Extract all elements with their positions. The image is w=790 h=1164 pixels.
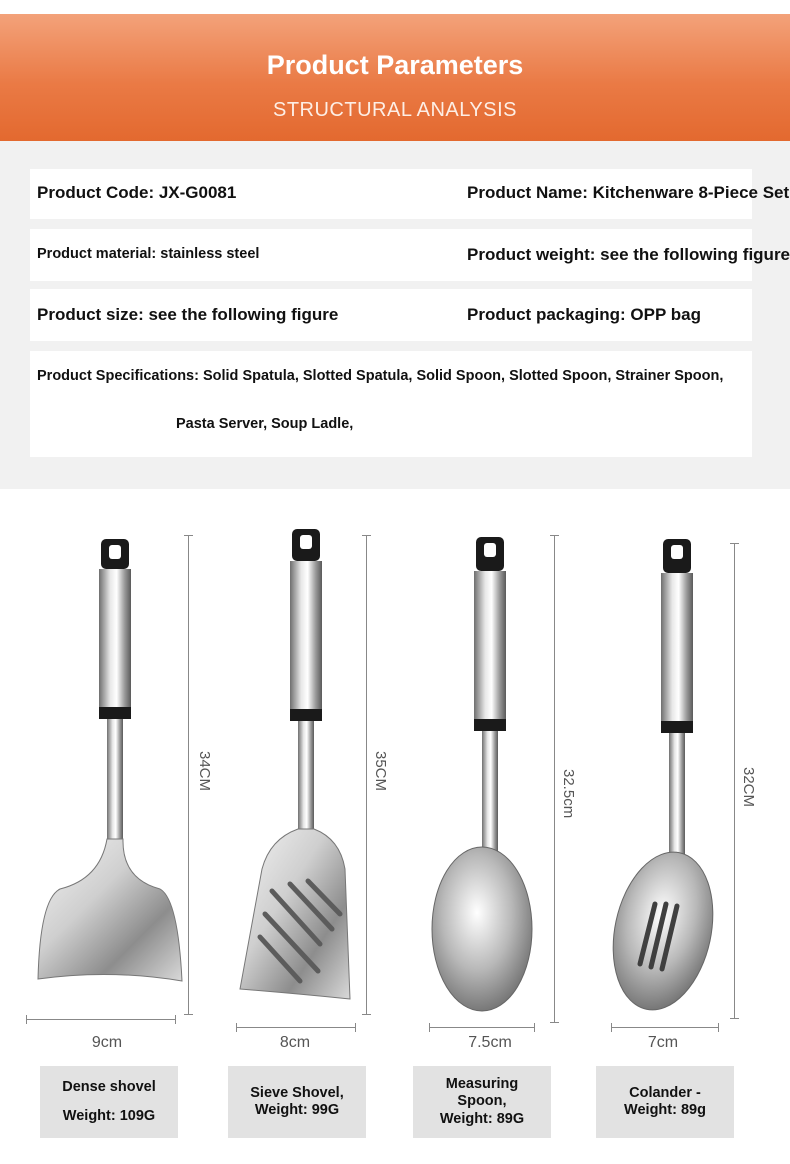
length-dimension-line [554,535,555,1023]
banner-title: Product Parameters [266,50,524,80]
product-card-name: Sieve Shovel, [250,1084,344,1101]
utensils-illustration [0,489,790,1049]
banner-subtitle: STRUCTURAL ANALYSIS [272,99,517,121]
product-card-weight: Weight: 89G [439,1110,525,1127]
product-size: Product size: see the following figure [37,305,339,324]
width-dimension-line [236,1027,356,1028]
product-weight: Product weight: see the following figure [467,245,790,264]
product-width: 8cm [279,1034,311,1051]
product-card-name: Measuring Spoon, [445,1075,519,1110]
param-row [30,169,790,219]
product-card-weight: Weight: 109G [62,1108,156,1124]
product-length: 34CM [196,751,213,792]
param-row [30,229,790,281]
param-row-specs [30,351,752,457]
header-banner [0,14,790,141]
product-card [596,1066,734,1138]
product-packaging: Product packaging: OPP bag [467,305,701,324]
product-card [228,1066,366,1138]
product-card-name: Colander - [629,1084,701,1101]
product-length: 35CM [372,751,389,792]
product-specs-line2: Pasta Server, Soup Ladle, [176,416,354,432]
product-card-weight: Weight: 89g [624,1102,706,1118]
product-material: Product material: stainless steel [37,246,260,262]
product-card-weight: Weight: 99G [254,1102,340,1118]
length-dimension-line [188,535,189,1015]
measuring-spoon-icon [432,537,532,1011]
width-dimension-line [429,1027,535,1028]
product-specs-line1: Product Specifications: Solid Spatula, Slotted Spatula, Solid Spoon, Slotted Spoon, Strainer Spoon, [37,368,724,384]
width-dimension-line [26,1019,176,1020]
product-card [413,1066,551,1138]
product-name: Product Name: Kitchenware 8-Piece Set [467,183,790,202]
product-length: 32.5cm [560,769,577,819]
product-width: 7.5cm [468,1034,512,1051]
length-dimension-line [734,543,735,1019]
width-dimension-line [611,1027,719,1028]
colander-icon [599,539,726,1019]
product-card [40,1066,178,1138]
product-width: 9cm [91,1034,123,1051]
product-card-name: Dense shovel [62,1078,156,1095]
product-length: 32CM [740,767,757,808]
sieve-shovel-icon [240,529,350,999]
length-dimension-line [366,535,367,1015]
dense-shovel-icon [38,539,182,981]
products-section [0,489,790,1164]
param-row [30,289,752,341]
parameters-panel [0,141,790,489]
product-width: 7cm [647,1034,679,1051]
product-code: Product Code: JX-G0081 [37,183,237,202]
